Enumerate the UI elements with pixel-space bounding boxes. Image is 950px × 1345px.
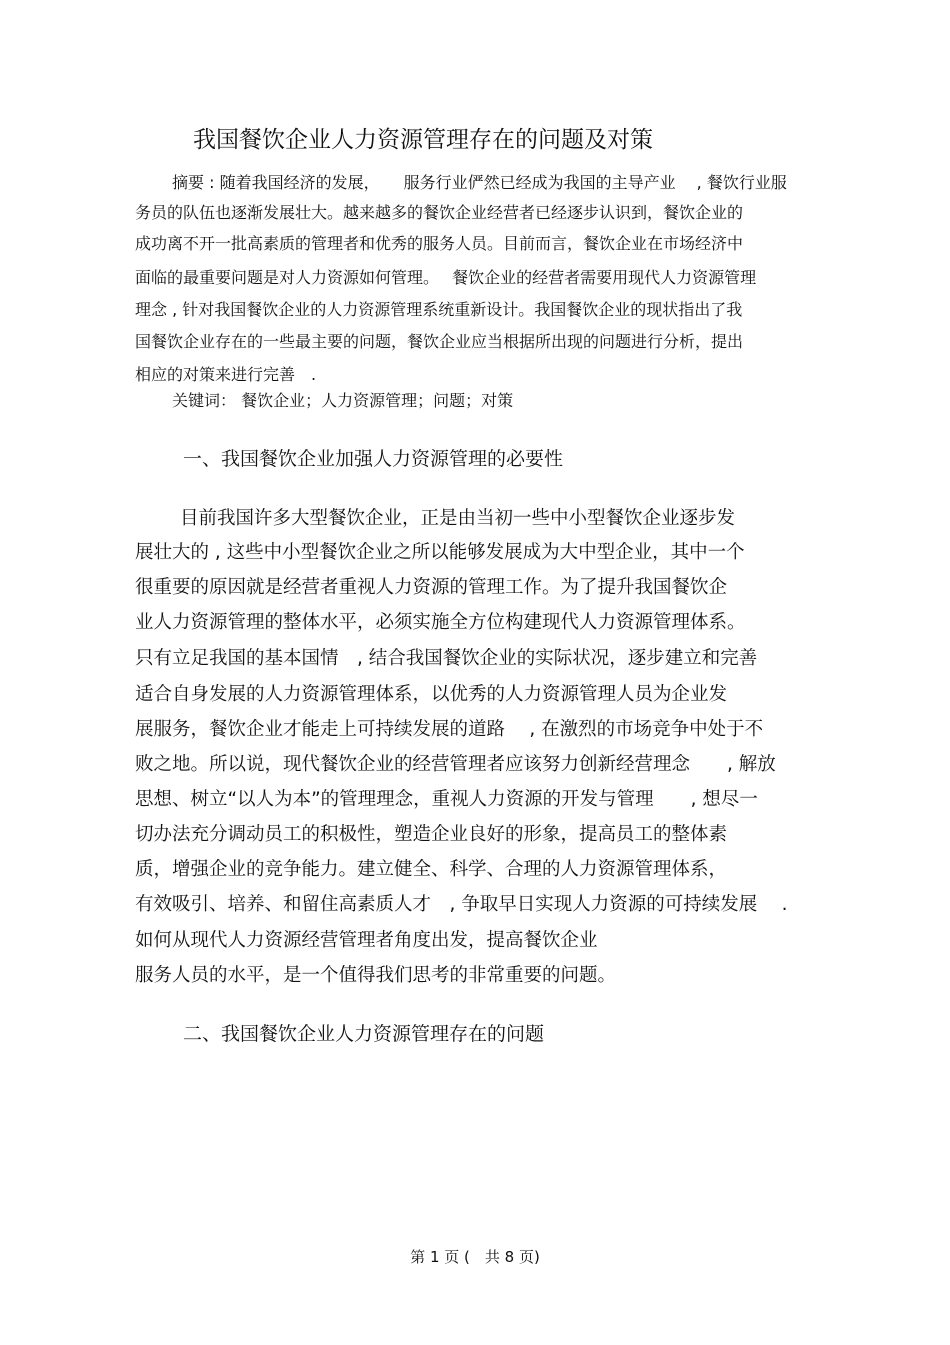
body-line: 业人力资源管理的整体水平，必须实施全方位构建现代人力资源管理体系。 bbox=[135, 612, 746, 633]
body-line: 展壮大的 , 这些中小型餐饮企业之所以能够发展成为大中型企业，其中一个 bbox=[135, 542, 745, 563]
keywords: 关键词： 餐饮企业；人力资源管理；问题；对策 bbox=[172, 391, 514, 410]
abstract-line: 理念 , 针对我国餐饮企业的人力资源管理系统重新设计。我国餐饮企业的现状指出了我 bbox=[135, 300, 743, 319]
page-footer: 第 1 页 ( 共 8 页) bbox=[410, 1248, 540, 1266]
body-line: 只有立足我国的基本国情 , 结合我国餐饮企业的实际状况，逐步建立和完善 bbox=[135, 648, 758, 669]
section-heading: 一、我国餐饮企业加强人力资源管理的必要性 bbox=[183, 448, 564, 470]
abstract-line: 相应的对策来进行完善 . bbox=[135, 365, 317, 384]
abstract-line: 成功离不开一批高素质的管理者和优秀的服务人员。目前而言，餐饮企业在市场经济中 bbox=[135, 234, 744, 253]
abstract-line: 务员的队伍也逐渐发展壮大。越来越多的餐饮企业经营者已经逐步认识到，餐饮企业的 bbox=[135, 203, 744, 222]
body-line: 切办法充分调动员工的积极性，塑造企业良好的形象，提高员工的整体素 bbox=[135, 824, 728, 845]
abstract-line: 摘要 : 随着我国经济的发展， 服务行业俨然已经成为我国的主导产业 , 餐饮行业服 bbox=[172, 173, 787, 192]
body-line: 展服务，餐饮企业才能走上可持续发展的道路 , 在激烈的市场竞争中处于不 bbox=[135, 719, 764, 740]
body-line: 败之地。所以说，现代餐饮企业的经营管理者应该努力创新经营理念 , 解放 bbox=[135, 754, 776, 775]
body-line: 如何从现代人力资源经营管理者角度出发，提高餐饮企业 bbox=[135, 930, 598, 951]
body-line: 适合自身发展的人力资源管理体系，以优秀的人力资源管理人员为企业发 bbox=[135, 684, 728, 705]
body-line: 有效吸引、培养、和留住高素质人才 , 争取早日实现人力资源的可持续发展 . bbox=[135, 894, 788, 915]
body-line: 服务人员的水平，是一个值得我们思考的非常重要的问题。 bbox=[135, 965, 617, 986]
body-line: 很重要的原因就是经营者重视人力资源的管理工作。为了提升我国餐饮企 bbox=[135, 577, 728, 598]
body-line: 思想、树立“以人为本”的管理理念，重视人力资源的开发与管理 , 想尽一 bbox=[135, 789, 758, 810]
body-line: 目前我国许多大型餐饮企业，正是由当初一些中小型餐饮企业逐步发 bbox=[180, 508, 736, 529]
abstract-line: 国餐饮企业存在的一些最主要的问题，餐饮企业应当根据所出现的问题进行分析，提出 bbox=[135, 332, 744, 351]
document-title: 我国餐饮企业人力资源管理存在的问题及对策 bbox=[193, 127, 653, 153]
body-line: 质，增强企业的竞争能力。建立健全、科学、合理的人力资源管理体系， bbox=[135, 859, 728, 880]
section-heading: 二、我国餐饮企业人力资源管理存在的问题 bbox=[183, 1023, 545, 1045]
abstract-line: 面临的最重要问题是对人力资源如何管理。 餐饮企业的经营者需要用现代人力资源管理 bbox=[135, 268, 757, 287]
